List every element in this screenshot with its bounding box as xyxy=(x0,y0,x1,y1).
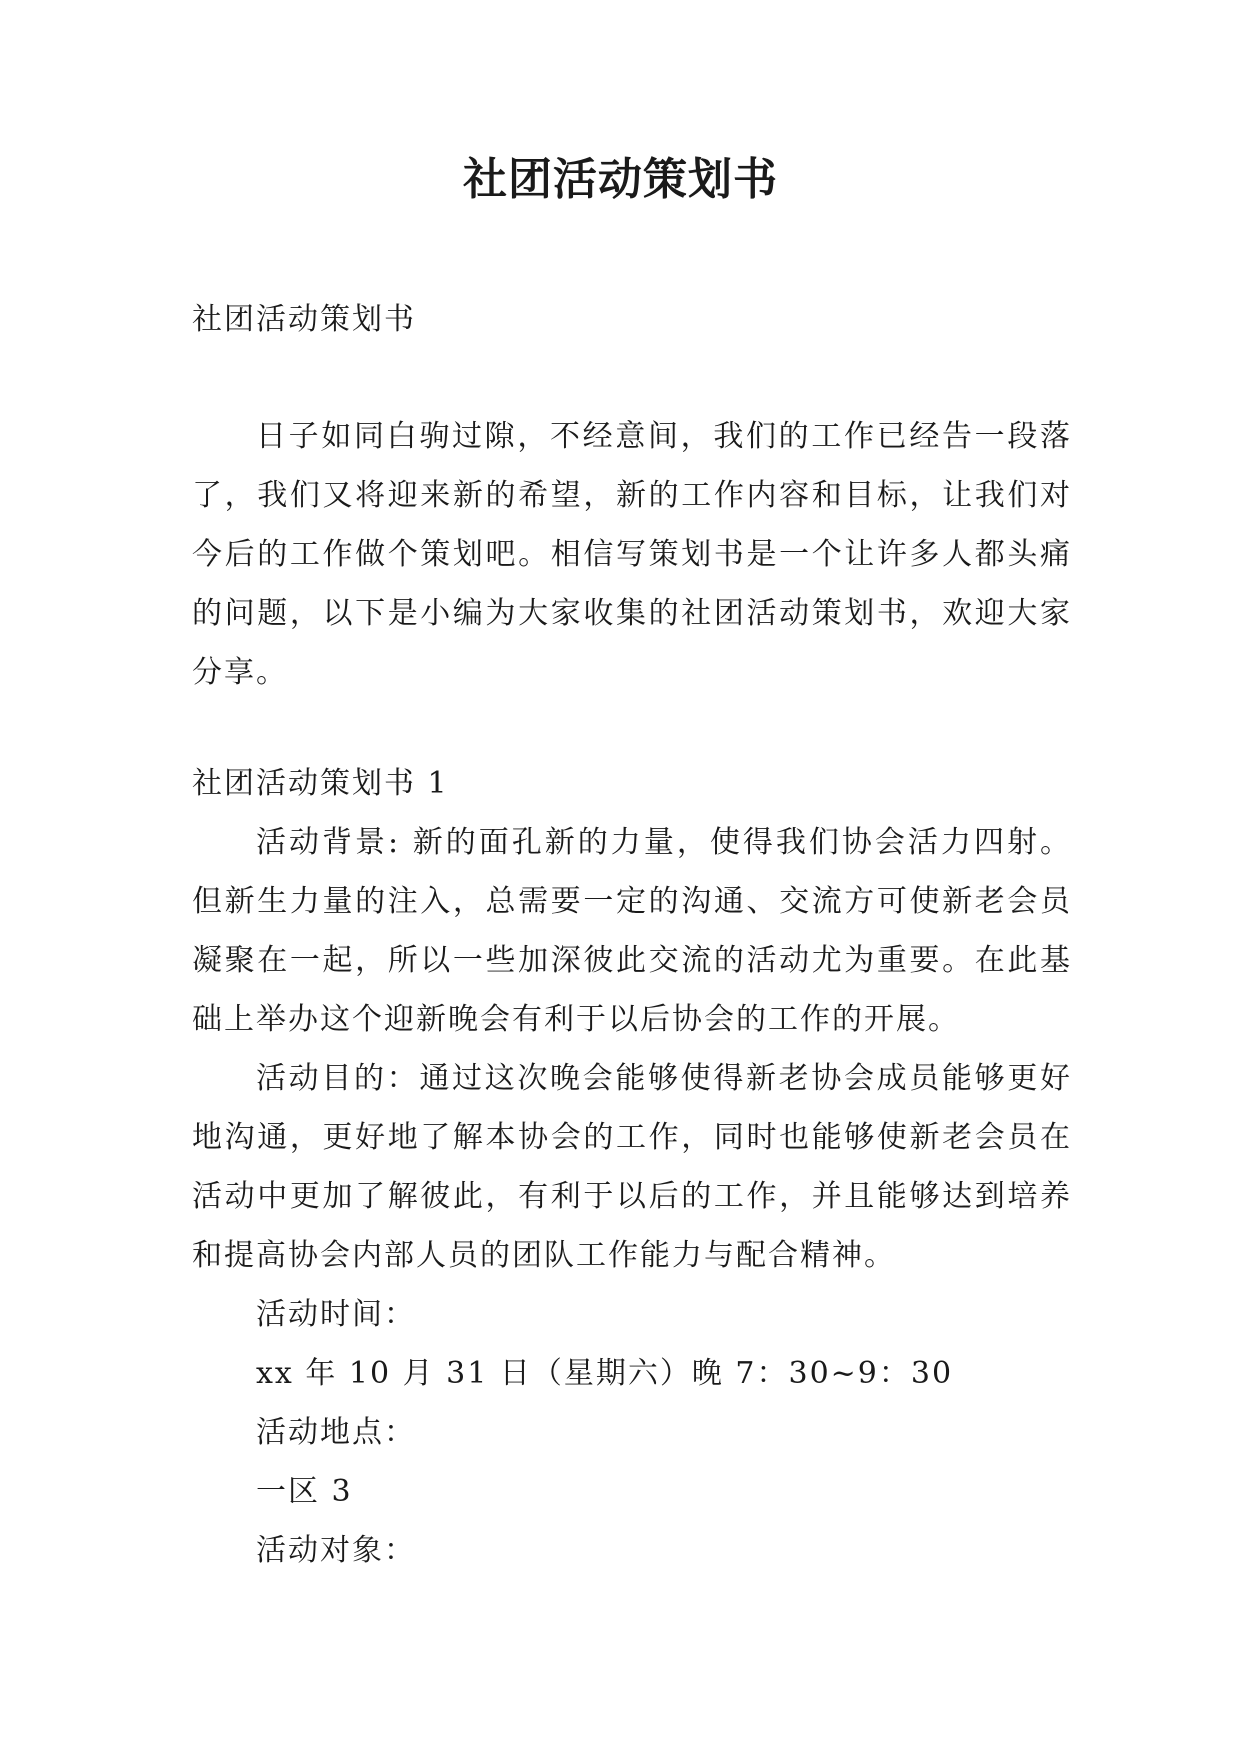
place-label: 活动地点： xyxy=(256,1415,416,1450)
place-value: 一区 3 xyxy=(256,1474,353,1509)
document-body xyxy=(192,290,1072,1580)
document-title: 社团活动策划书 xyxy=(463,154,778,205)
audience-label: 活动对象： xyxy=(256,1533,416,1568)
background-paragraph: 活动背景: 新的面孔新的力量，使得我们协会活力四射。但新生力量的注入，总需要一定的沟通、交流方可使新老会员凝聚在一起，所以一些加深彼此交流的活动尤为重要。在此基础上举办这个迎新晚会有利于以后协会的工作的开展。 xyxy=(192,825,1072,1037)
time-label: 活动时间： xyxy=(256,1297,416,1332)
section-heading: 社团活动策划书 1 xyxy=(192,766,449,801)
time-value: xx 年 10 月 31 日（星期六）晚 7：30~9：30 xyxy=(256,1356,954,1391)
intro-paragraph: 日子如同白驹过隙，不经意间，我们的工作已经告一段落了，我们又将迎来新的希望，新的工作内容和目标，让我们对今后的工作做个策划吧。相信写策划书是一个让许多人都头痛的问题，以下是小编为大家收集的社团活动策划书，欢迎大家分享。 xyxy=(192,419,1072,690)
document-subtitle: 社团活动策划书 xyxy=(192,302,416,337)
purpose-paragraph: 活动目的：通过这次晚会能够使得新老协会成员能够更好地沟通，更好地了解本协会的工作，同时也能够使新老会员在活动中更加了解彼此，有利于以后的工作，并且能够达到培养和提高协会内部人员的团队工作能力与配合精神。 xyxy=(192,1061,1072,1273)
